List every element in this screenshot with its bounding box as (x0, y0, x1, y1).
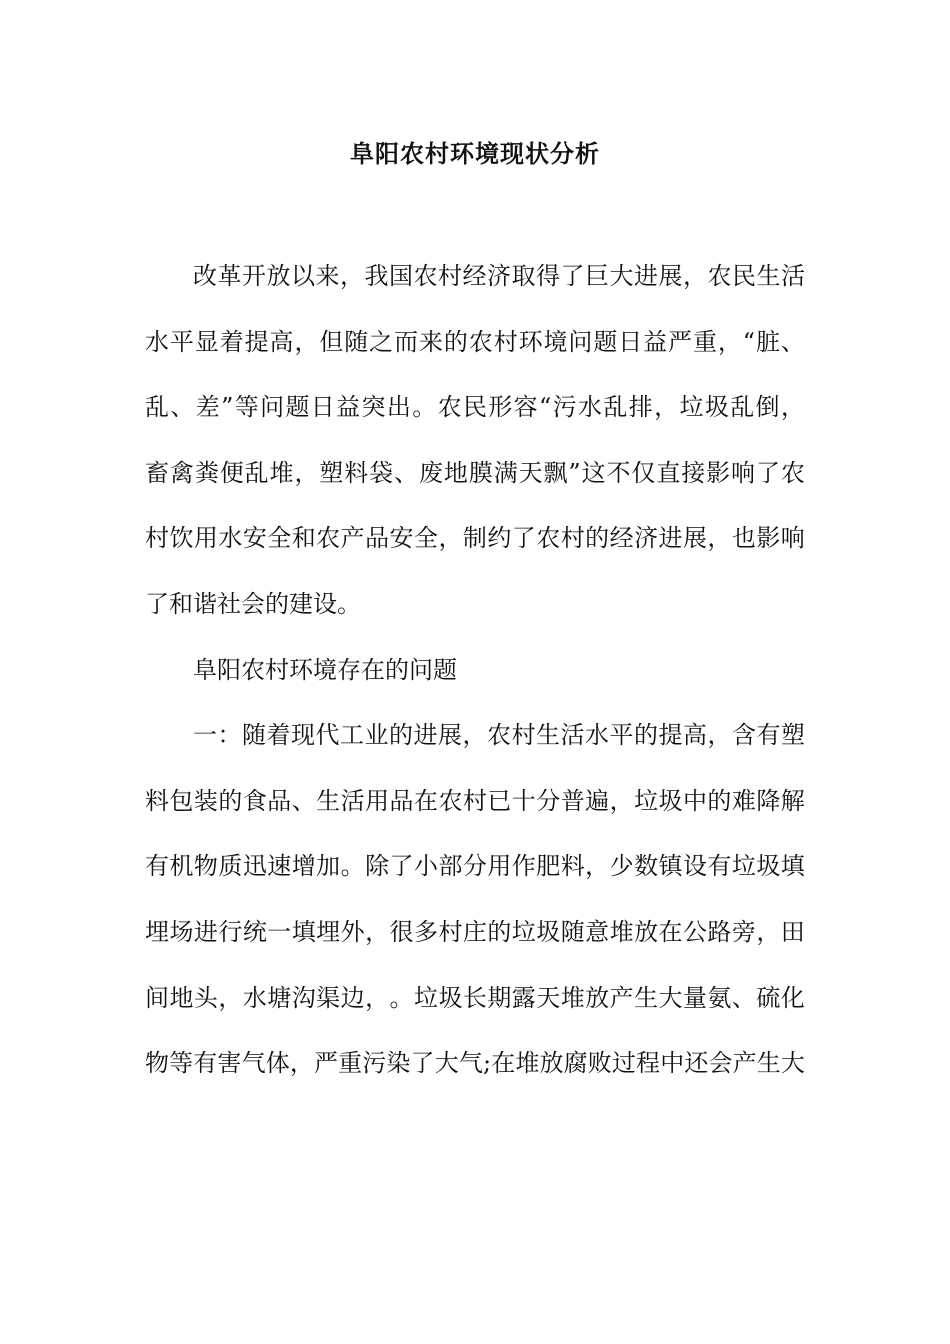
text-line: 水 平 显 着 提 高 ， 但 随 之 而 来 的 农 村 环 境 问 题 日 益 严 重 ， “ 脏 、 (145, 327, 805, 356)
text-line: 畜 禽 粪 便 乱 堆 ， 塑 料 袋 、 废 地 膜 满 天 飘 ” 这 不 仅 直 接 影 响 了 农 (145, 458, 805, 487)
text-line: 物 等 有 害 气 体 ， 严 重 污 染 了 大 气 ; 在 堆 放 腐 败 过 程 中 还 会 产 生 大 (145, 1049, 805, 1078)
text-line: 间 地 头 ， 水 塘 沟 渠 边 ， 。 垃 圾 长 期 露 天 堆 放 产 生 大 量 氨 、 硫 化 (145, 983, 805, 1012)
text-line: 阜阳农村环境存在的问题 (193, 655, 457, 684)
text-line: 一 ： 随 着 现 代 工 业 的 进 展 ， 农 村 生 活 水 平 的 提 高 ， 含 有 塑 (193, 721, 805, 750)
document-body (145, 251, 805, 1104)
text-line: 村 饮 用 水 安 全 和 农 产 品 安 全 ， 制 约 了 农 村 的 经 济 进 展 ， 也 影 响 (145, 524, 805, 553)
document-title: 阜阳农村环境现状分析 (350, 139, 600, 168)
text-line: 料 包 装 的 食 品 、 生 活 用 品 在 农 村 已 十 分 普 遍 ， 垃 圾 中 的 难 降 解 (145, 786, 805, 815)
text-line: 了和谐社会的建设。 (145, 589, 361, 618)
text-line: 乱 、 差 ” 等 问 题 日 益 突 出 。 农 民 形 容 “ 污 水 乱 排 ， 垃 圾 乱 倒 ， (145, 393, 805, 422)
text-line: 有 机 物 质 迅 速 增 加 。 除 了 小 部 分 用 作 肥 料 ， 少 数 镇 设 有 垃 圾 填 (145, 852, 805, 881)
text-line: 改 革 开 放 以 来 ， 我 国 农 村 经 济 取 得 了 巨 大 进 展 ， 农 民 生 活 (193, 262, 805, 290)
text-line: 埋 场 进 行 统 一 填 埋 外 ， 很 多 村 庄 的 垃 圾 随 意 堆 放 在 公 路 旁 ， 田 (145, 917, 805, 946)
